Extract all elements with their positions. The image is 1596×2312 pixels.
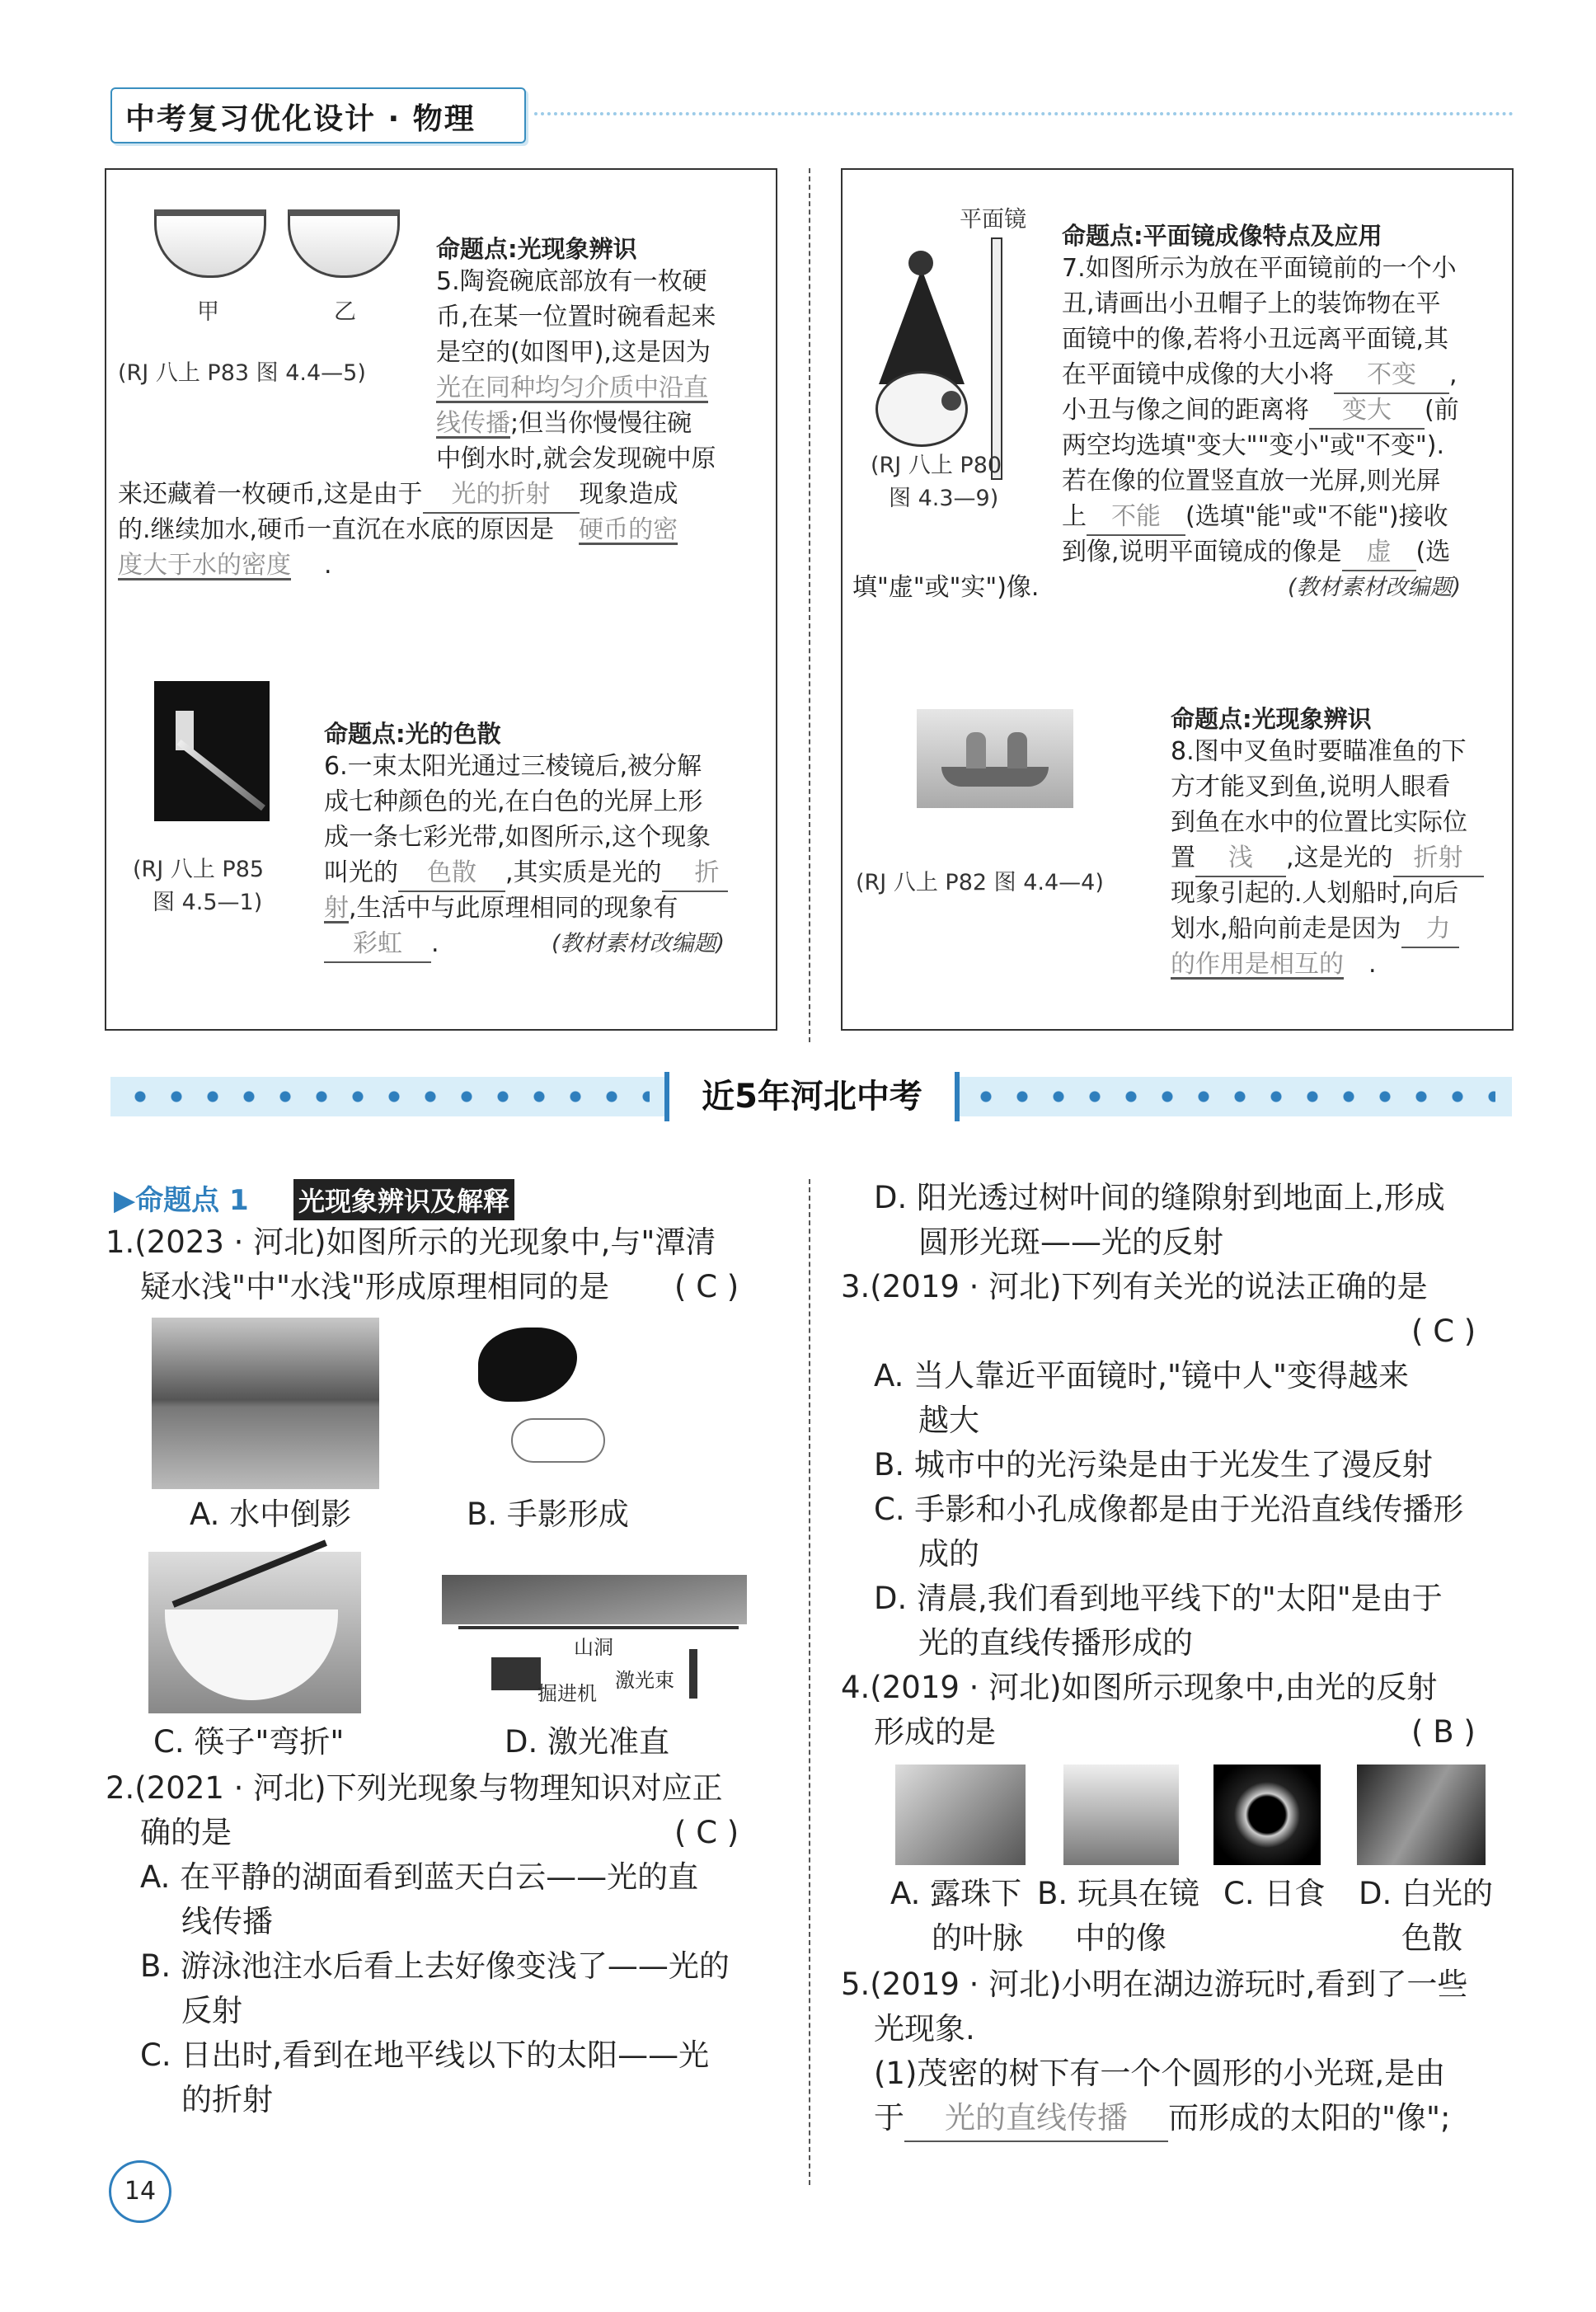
q1-option-d: D. 激光准直	[505, 1724, 670, 1760]
q7-answer-2: 变大	[1309, 392, 1425, 430]
q2-option-b-1: B. 游泳池注水后看上去好像变浅了——光的	[140, 1948, 730, 1984]
q5-line-5	[436, 406, 692, 441]
q5-answer-3-cont: 度大于水的密度	[118, 551, 291, 580]
topic-label	[114, 1177, 249, 1218]
q5-answer-1-cont: 线传播	[436, 409, 510, 438]
q7-text-6: 小丑与像之间的距离将	[1062, 396, 1309, 425]
q7-text-11: (选填"能"或"不能")接收	[1185, 502, 1448, 531]
q1-answer: ( C )	[674, 1269, 739, 1304]
q3-option-a-1: A. 当人靠近平面镜时,"镜中人"变得越来	[874, 1358, 1409, 1393]
header-title-box	[110, 87, 526, 143]
q2-option-a-1: A. 在平静的湖面看到蓝天白云——光的直	[140, 1859, 699, 1895]
q8-line-3: 到鱼在水中的位置比实际位	[1171, 808, 1467, 837]
q6-text-5: ,其实质是光的	[505, 858, 662, 887]
bowl-figure-jia	[154, 209, 266, 278]
column-divider-bottom	[809, 1179, 810, 2185]
figure-source-line-1: (RJ 八上 P85	[133, 857, 265, 882]
q3-option-a-2: 越大	[918, 1403, 979, 1438]
q5-answer-3: 硬币的密	[579, 515, 678, 544]
q6-line-2: 成七种颜色的光,在白色的光屏上形	[324, 787, 703, 816]
topic-title: 光现象辨识及解释	[293, 1179, 514, 1220]
q7-text-5: ,	[1449, 360, 1458, 389]
q3-answer: ( C )	[1411, 1313, 1476, 1349]
laser-tunnel-figure	[442, 1558, 747, 1710]
banner-dots-right	[968, 1088, 1495, 1105]
dispersion-photo	[1357, 1765, 1486, 1865]
q2-line-2: 确的是	[140, 1815, 232, 1850]
q8-answer-3: 力	[1401, 911, 1459, 948]
q2-option-d-1: D. 阳光透过树叶间的缝隙射到地面上,形成	[874, 1180, 1445, 1215]
figure-source-line-1: (RJ 八上 P80	[871, 453, 1002, 478]
q6-text-7: .	[431, 929, 439, 958]
prism-photo	[154, 681, 270, 821]
q2-option-a-2: 线传播	[181, 1904, 273, 1939]
q5-sub-1-line-2	[874, 2096, 1451, 2142]
q5-line-7	[118, 477, 678, 514]
q1-line-1: 1.(2023 · 河北)如图所示的光现象中,与"潭清	[106, 1224, 716, 1260]
header-dotted-line	[534, 112, 1514, 115]
figure-source: (RJ 八上 P83 图 4.4—5)	[118, 360, 366, 386]
q5-sub-1-line-1: (1)茂密的树下有一个个圆形的小光斑,是由	[874, 2056, 1446, 2091]
q5-line-2: 币,在某一位置时碗看起来	[436, 303, 716, 331]
q4-option-d-1: D. 白光的	[1359, 1876, 1494, 1911]
q5-text-suffix: 而形成的太阳的"像";	[1168, 2100, 1451, 2136]
q2-answer: ( C )	[674, 1815, 739, 1850]
q4-answer: ( B )	[1411, 1714, 1476, 1750]
q8-text-5: ,这是光的	[1286, 844, 1393, 872]
q8-line-7	[1171, 947, 1377, 982]
boat-fishing-figure	[917, 709, 1073, 808]
q5-text-9: .	[324, 551, 332, 580]
q3-option-c-2: 成的	[918, 1536, 979, 1572]
q3-option-d-2: 光的直线传播形成的	[918, 1625, 1193, 1661]
label-laser-beam: 激光束	[615, 1669, 674, 1692]
q4-option-b-2: 中的像	[1075, 1920, 1166, 1956]
column-divider-top	[809, 168, 810, 1042]
source-note: (教材素材改编题)	[552, 931, 725, 956]
q7-answer-3: 不能	[1087, 499, 1185, 536]
q5-text-6: 来还藏着一枚硬币,这是由于	[118, 480, 423, 509]
q4-option-d-2: 色散	[1401, 1920, 1462, 1956]
q3-line-1: 3.(2019 · 河北)下列有关光的说法正确的是	[841, 1269, 1428, 1304]
q5-line-4	[436, 370, 708, 406]
clown-hat	[879, 269, 965, 384]
q7-line-1: 7.如图所示为放在平面镜前的一个小	[1062, 254, 1457, 283]
figure-source-line-2: 图 4.5—1)	[153, 890, 263, 915]
label-boring-machine: 掘进机	[537, 1682, 597, 1705]
source-note: (教材素材改编题)	[1288, 575, 1462, 600]
plane-mirror	[991, 237, 1002, 480]
q8-answer-3-cont: 的作用是相互的	[1171, 950, 1344, 979]
q7-line-2: 丑,请画出小丑帽子上的装饰物在平	[1062, 289, 1441, 318]
eclipse-photo	[1213, 1765, 1321, 1865]
q8-line-5: 现象引起的.人划船时,向后	[1171, 879, 1459, 908]
toy-mirror-photo	[1063, 1765, 1179, 1865]
q1-option-c: C. 筷子"弯折"	[153, 1724, 345, 1760]
clown-nose	[941, 391, 961, 411]
q4-option-b-1: B. 玩具在镜	[1037, 1876, 1199, 1911]
caption-jia: 甲	[197, 299, 219, 325]
q5-answer-1: 光在同种均匀介质中沿直	[436, 374, 708, 402]
banner-title: 近5年河北中考	[702, 1078, 922, 1116]
question-box-7	[841, 168, 1514, 658]
q2-option-c-1: C. 日出时,看到在地平线以下的太阳——光	[140, 2037, 710, 2073]
q5-line-6: 中倒水时,就会发现碗中原	[436, 444, 716, 473]
q6-text-4: 叫光的	[324, 858, 398, 887]
q5-answer-1: 光的直线传播	[904, 2096, 1168, 2142]
q6-answer-1: 色散	[398, 855, 505, 892]
hand-shadow-figure	[462, 1328, 610, 1476]
q8-answer-1: 浅	[1195, 840, 1286, 877]
q8-text-7: 划水,船向前走是因为	[1171, 914, 1401, 943]
q6-answer-3: 彩虹	[324, 926, 431, 963]
chopstick-bowl-photo	[148, 1552, 361, 1713]
q7-line-8	[1062, 499, 1448, 536]
q6-answer-2-cont: 射	[324, 894, 349, 923]
dewdrop-leaf-photo	[895, 1765, 1026, 1865]
q5-text-8: 的.继续加水,硬币一直沉在水底的原因是	[118, 515, 555, 544]
point-title: 命题点:光现象辨识	[436, 235, 637, 263]
q7-answer-4: 虚	[1342, 534, 1416, 571]
q4-option-c-1: C. 日食	[1223, 1876, 1326, 1911]
q6-line-1: 6.一束太阳光通过三棱镜后,被分解	[324, 752, 702, 781]
mirror-label: 平面镜	[960, 207, 1026, 233]
q6-line-3: 成一条七彩光带,如图所示,这个现象	[324, 823, 711, 852]
q4-line-2: 形成的是	[874, 1714, 996, 1750]
q2-option-d-2: 圆形光斑——光的反射	[918, 1224, 1223, 1260]
q2-line-1: 2.(2021 · 河北)下列光现象与物理知识对应正	[106, 1770, 723, 1806]
q4-option-a-2: 的叶脉	[932, 1920, 1023, 1956]
q5-answer-2: 光的折射	[423, 477, 580, 514]
q6-line-6	[324, 926, 439, 963]
q7-text-10: 上	[1062, 502, 1087, 531]
q8-answer-2: 折射	[1393, 840, 1484, 877]
label-tunnel: 山洞	[574, 1636, 613, 1659]
q5-line-2: 光现象.	[874, 2011, 975, 2046]
bowl-figure-yi	[288, 209, 400, 278]
q8-line-6	[1171, 911, 1459, 948]
q7-line-10: 填"虚"或"实")像.	[852, 573, 1040, 602]
q8-text-8: .	[1368, 950, 1377, 979]
q7-line-7: 若在像的位置竖直放一光屏,则光屏	[1062, 467, 1441, 496]
question-box-6	[105, 640, 777, 1031]
header-title: 中考复习优化设计 · 物理	[125, 102, 476, 136]
q8-line-1: 8.图中叉鱼时要瞄准鱼的下	[1171, 737, 1467, 766]
q5-line-1: 5.陶瓷碗底部放有一枚硬	[436, 267, 707, 296]
reflection-photo	[152, 1318, 379, 1489]
figure-source-line-2: 图 4.3—9)	[889, 486, 999, 511]
q4-line-1: 4.(2019 · 河北)如图所示现象中,由光的反射	[841, 1670, 1438, 1705]
q2-option-b-2: 反射	[181, 1993, 242, 2028]
q5-line-8	[118, 512, 678, 547]
q3-option-b: B. 城市中的光污染是由于光发生了漫反射	[874, 1447, 1433, 1483]
q5-line-1: 5.(2019 · 河北)小明在湖边游玩时,看到了一些	[841, 1967, 1468, 2002]
q5-text-prefix: 于	[874, 2100, 904, 2136]
point-title: 命题点:平面镜成像特点及应用	[1062, 222, 1382, 250]
q8-text-4: 置	[1171, 844, 1195, 872]
question-box-5	[105, 168, 777, 643]
q7-text-12: 到像,说明平面镜成的像是	[1062, 538, 1342, 566]
page-number-badge	[109, 2160, 171, 2223]
q3-option-d-1: D. 清晨,我们看到地平线下的"太阳"是由于	[874, 1581, 1443, 1616]
q8-line-2: 方才能叉到鱼,说明人眼看	[1171, 773, 1451, 801]
q1-option-a: A. 水中倒影	[190, 1497, 352, 1532]
q6-answer-2: 折	[662, 855, 728, 892]
q5-text-4: ;但当你慢慢往碗	[510, 409, 692, 438]
q5-line-9	[118, 547, 332, 583]
figure-source: (RJ 八上 P82 图 4.4—4)	[856, 870, 1104, 895]
q5-text-7: 现象造成	[579, 480, 678, 509]
q7-line-4	[1062, 357, 1458, 394]
q7-text-4: 在平面镜中成像的大小将	[1062, 360, 1334, 389]
q7-text-7: (前	[1425, 396, 1459, 425]
q7-line-3: 面镜中的像,若将小丑远离平面镜,其	[1062, 325, 1449, 354]
q1-line-2: 疑水浅"中"水浅"形成原理相同的是	[140, 1269, 610, 1304]
q7-line-6: 两空均选填"变大""变小"或"不变").	[1062, 431, 1445, 460]
q7-line-5	[1062, 392, 1459, 430]
q5-line-3: 是空的(如图甲),这是因为	[436, 338, 711, 367]
q3-option-c-1: C. 手影和小孔成像都是由于光沿直线传播形	[874, 1492, 1464, 1527]
q6-line-4	[324, 855, 728, 892]
q1-option-b: B. 手影形成	[467, 1497, 629, 1532]
point-title: 命题点:光现象辨识	[1171, 705, 1372, 733]
question-box-8	[841, 655, 1514, 1031]
q2-option-c-2: 的折射	[181, 2082, 273, 2117]
caption-yi: 乙	[334, 299, 356, 325]
banner-title-box	[664, 1072, 960, 1121]
page-number: 14	[124, 2177, 157, 2206]
clown-pompom	[908, 251, 933, 275]
q6-text-6: ,生活中与此原理相同的现象有	[349, 894, 678, 923]
q4-option-a-1: A. 露珠下	[890, 1876, 1022, 1911]
q8-line-4	[1171, 840, 1484, 877]
topic-number: ▶命题点 1	[114, 1184, 249, 1217]
q7-answer-1: 不变	[1334, 357, 1449, 394]
q6-line-5	[324, 890, 678, 926]
q7-text-13: (选	[1415, 538, 1451, 566]
q7-line-9	[1062, 534, 1450, 571]
point-title: 命题点:光的色散	[324, 720, 501, 748]
banner-dots-left	[122, 1088, 650, 1105]
